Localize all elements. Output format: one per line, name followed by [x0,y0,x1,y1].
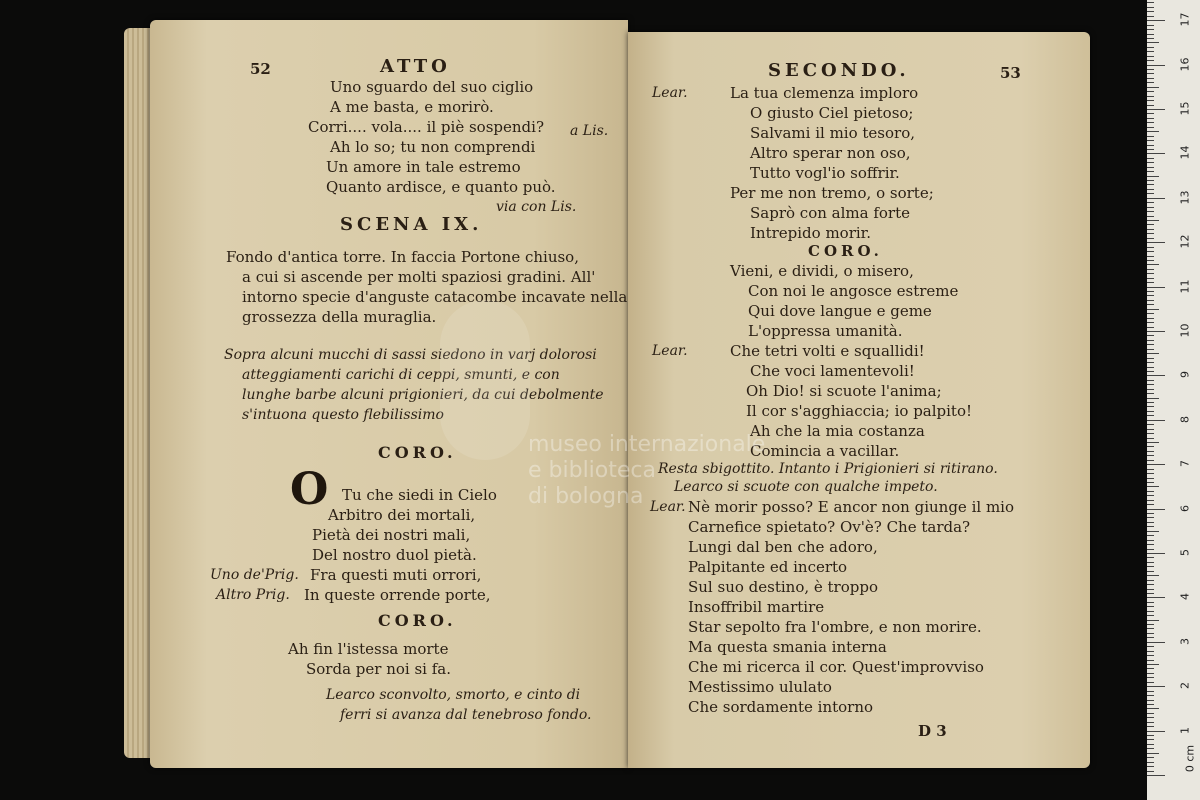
ruler-tick [1147,105,1154,106]
ruler-tick [1147,478,1154,479]
ruler-tick [1147,309,1159,310]
ruler-number: 9 [1178,371,1192,379]
speaker-label: Altro Prig. [216,587,290,603]
verse-line: Ah fin l'istessa morte [288,640,449,658]
ruler-tick [1147,60,1154,61]
ruler-tick [1147,238,1154,239]
ruler-tick [1147,469,1154,470]
coro-heading: CORO. [378,611,457,630]
ruler-tick [1147,282,1154,283]
ruler-tick [1147,11,1154,12]
ruler-tick [1147,575,1159,576]
exit-note: via con Lis. [496,199,577,215]
ruler-tick [1147,544,1154,545]
ruler-tick [1147,358,1154,359]
ruler-tick [1147,149,1154,150]
italic-direction-line: lunghe barbe alcuni prigionieri, da cui debolmente [242,387,604,403]
ruler-tick [1147,597,1165,598]
ruler-tick [1147,633,1154,634]
ruler-tick [1147,686,1165,687]
verse-line: Ma questa smania interna [688,638,887,656]
ruler-tick [1147,300,1154,301]
ruler-tick [1147,757,1154,758]
ruler-tick [1147,677,1154,678]
ruler-tick [1147,220,1159,221]
ruler-tick [1147,566,1154,567]
verse-line: Fra questi muti orrori, [310,566,482,584]
ruler-tick [1147,748,1154,749]
ruler-tick [1147,313,1154,314]
verse-line: Saprò con alma forte [750,204,910,222]
ruler-tick [1147,753,1159,754]
ruler-tick [1147,269,1154,270]
ruler-tick [1147,2,1154,3]
verse-line: Qui dove langue e geme [748,302,932,320]
ruler-tick [1147,762,1154,763]
ruler-tick [1147,486,1159,487]
ruler-tick [1147,682,1154,683]
ruler-tick [1147,233,1154,234]
ruler-tick [1147,242,1165,243]
aside-note: a Lis. [570,123,609,139]
measurement-ruler [1147,0,1200,800]
ruler-tick [1147,766,1154,767]
italic-direction-line: Sopra alcuni mucchi di sassi siedono in varj dolorosi [224,347,597,363]
italic-direction-line: s'intuona questo flebilissimo [242,407,444,423]
ruler-tick [1147,340,1154,341]
verse-line: A me basta, e morirò. [330,98,494,116]
ruler-tick [1147,429,1154,430]
right-page-header: SECONDO. [768,60,910,81]
ruler-number: 14 [1178,145,1192,160]
verse-line: Intrepido morir. [750,224,871,242]
scene-title: SCENA IX. [340,214,483,235]
ruler-tick [1147,517,1154,518]
ruler-tick [1147,557,1154,558]
ruler-tick [1147,78,1154,79]
ruler-tick [1147,122,1154,123]
verse-line: Insoffribil martire [688,598,825,616]
ruler-number: 6 [1178,504,1192,512]
ruler-tick [1147,398,1159,399]
ruler-tick [1147,198,1165,199]
ruler-tick [1147,535,1154,536]
right-page [628,32,1090,768]
ruler-tick [1147,704,1154,705]
verse-line: Pietà dei nostri mali, [312,526,471,544]
verse-line: O giusto Ciel pietoso; [750,104,914,122]
ruler-tick [1147,344,1154,345]
verse-line: Altro sperar non oso, [750,144,911,162]
speaker-label: Lear. [652,85,688,101]
ruler-tick [1147,140,1154,141]
ruler-tick [1147,482,1154,483]
verse-line: Del nostro duol pietà. [312,546,477,564]
ruler-tick [1147,207,1154,208]
verse-line: Sorda per noi si fa. [306,660,451,678]
ruler-tick [1147,145,1154,146]
ruler-tick [1147,562,1154,563]
ruler-tick [1147,349,1154,350]
ruler-tick [1147,384,1154,385]
ruler-tick [1147,273,1154,274]
ruler-tick [1147,34,1154,35]
ruler-tick [1147,606,1154,607]
ruler-tick [1147,127,1154,128]
ruler-tick [1147,549,1154,550]
ruler-tick [1147,16,1154,17]
ruler-number: 10 [1178,323,1192,338]
ruler-number: 4 [1178,593,1192,601]
ruler-tick [1147,158,1154,159]
ruler-tick [1147,362,1154,363]
verse-line: Salvami il mio tesoro, [750,124,916,142]
ruler-tick [1147,495,1154,496]
ruler-tick [1147,589,1154,590]
final-direction-line: ferri si avanza dal tenebroso fondo. [340,707,592,723]
ruler-tick [1147,202,1154,203]
ruler-number: 11 [1178,279,1192,294]
ruler-tick [1147,500,1154,501]
ruler-tick [1147,25,1154,26]
ruler-tick [1147,229,1154,230]
ruler-tick [1147,424,1154,425]
ruler-tick [1147,540,1154,541]
ruler-tick [1147,335,1154,336]
watermark-logo [440,300,530,460]
ruler-tick [1147,162,1154,163]
right-page-number: 53 [1000,64,1021,82]
ruler-tick [1147,380,1154,381]
verse-line: Uno sguardo del suo ciglio [330,78,534,96]
coro-heading: CORO. [378,443,457,462]
ruler-tick [1147,553,1165,554]
ruler-tick [1147,87,1159,88]
direction-line: Resta sbigottito. Intanto i Prigionieri si ritirano. [658,461,998,477]
coro-heading: CORO. [808,242,883,260]
direction-line: Learco si scuote con qualche impeto. [674,479,938,495]
stage-direction-line: intorno specie d'anguste catacombe incavate nella [242,288,628,306]
verse-line: Quanto ardisce, e quanto può. [326,178,556,196]
verse-line: Carnefice spietato? Ov'è? Che tarda? [688,518,971,536]
ruler-number: 3 [1178,637,1192,645]
ruler-tick [1147,464,1165,465]
ruler-tick [1147,473,1154,474]
ruler-tick [1147,504,1154,505]
ruler-tick [1147,47,1154,48]
verse-line: Vieni, e dividi, o misero, [730,262,914,280]
ruler-tick [1147,109,1165,110]
ruler-tick [1147,691,1154,692]
ruler-tick [1147,29,1154,30]
ruler-tick [1147,167,1154,168]
ruler-tick [1147,655,1154,656]
ruler-tick [1147,189,1154,190]
ruler-tick [1147,446,1154,447]
speaker-label: Uno de'Prig. [210,567,299,583]
ruler-tick [1147,180,1154,181]
ruler-tick [1147,531,1159,532]
ruler-tick [1147,20,1165,21]
verse-line: Per me non tremo, o sorte; [730,184,934,202]
ruler-tick [1147,406,1154,407]
ruler-tick [1147,620,1159,621]
verse-line: Lungi dal ben che adoro, [688,538,878,556]
stage-direction-line: grossezza della muraglia. [242,308,437,326]
ruler-tick [1147,367,1154,368]
verse-line: In queste orrende porte, [304,586,491,604]
ruler-tick [1147,611,1154,612]
ruler-tick [1147,184,1154,185]
ruler-number: 8 [1178,415,1192,423]
stage-direction-line: a cui si ascende per molti spaziosi gradini. All' [242,268,596,286]
left-page-header: ATTO [380,56,451,77]
ruler-tick [1147,113,1154,114]
ruler-tick [1147,295,1154,296]
ruler-tick [1147,38,1154,39]
ruler-tick [1147,131,1159,132]
ruler-tick [1147,318,1154,319]
ruler-tick [1147,571,1154,572]
verse-line: Comincia a vacillar. [750,442,900,460]
ruler-tick [1147,371,1154,372]
ruler-tick [1147,668,1154,669]
ruler-tick [1147,660,1154,661]
ruler-tick [1147,402,1154,403]
ruler-number: 5 [1178,549,1192,556]
ruler-tick [1147,513,1154,514]
ruler-tick [1147,673,1154,674]
verse-line: L'oppressa umanità. [748,322,903,340]
ruler-tick [1147,153,1165,154]
verse-line: Nè morir posso? E ancor non giunge il mio [688,498,1014,516]
ruler-tick [1147,771,1154,772]
verse-line: Tu che siedi in Cielo [342,486,497,504]
verse-line: Che voci lamentevoli! [750,362,915,380]
ruler-tick [1147,628,1154,629]
verse-line: Ah lo so; tu non comprendi [330,138,536,156]
ruler-tick [1147,717,1154,718]
ruler-tick [1147,731,1165,732]
ruler-tick [1147,256,1154,257]
verse-line: Star sepolto fra l'ombre, e non morire. [688,618,982,636]
ruler-tick [1147,304,1154,305]
ruler-tick [1147,291,1154,292]
ruler-tick [1147,651,1154,652]
ruler-unit-label: 0 cm [1183,744,1197,773]
ruler-number: 13 [1178,190,1192,205]
verse-line: Palpitante ed incerto [688,558,848,576]
verse-line: La tua clemenza imploro [730,84,919,102]
ruler-tick [1147,278,1154,279]
ruler-number: 17 [1178,12,1192,27]
ruler-tick [1147,433,1154,434]
ruler-tick [1147,136,1154,137]
verse-line: Che sordamente intorno [688,698,874,716]
ruler-tick [1147,526,1154,527]
ruler-tick [1147,251,1154,252]
ruler-tick [1147,695,1154,696]
ruler-number: 2 [1178,682,1192,690]
verse-line: Arbitro dei mortali, [328,506,476,524]
ruler-tick [1147,353,1159,354]
ruler-tick [1147,415,1154,416]
verse-line: Tutto vogl'io soffrir. [750,164,900,182]
ruler-tick [1147,73,1154,74]
speaker-label: Lear. [652,343,688,359]
italic-direction-line: atteggiamenti carichi di ceppi, smunti, e con [242,367,560,383]
ruler-tick [1147,91,1154,92]
ruler-tick [1147,375,1165,376]
ruler-tick [1147,118,1154,119]
verse-line: Un amore in tale estremo [326,158,521,176]
ruler-tick [1147,615,1154,616]
ruler-tick [1147,171,1154,172]
ruler-tick [1147,327,1154,328]
drop-cap: O [290,464,329,515]
verse-line: Che tetri volti e squallidi! [730,342,925,360]
verse-line: Mestissimo ululato [688,678,832,696]
signature-mark: D 3 [918,722,947,740]
ruler-tick [1147,584,1154,585]
ruler-tick [1147,491,1154,492]
ruler-tick [1147,637,1154,638]
ruler-tick [1147,322,1154,323]
verse-line: Con noi le angosce estreme [748,282,959,300]
ruler-tick [1147,65,1165,66]
ruler-tick [1147,56,1154,57]
ruler-tick [1147,82,1154,83]
ruler-tick [1147,509,1165,510]
ruler-tick [1147,264,1159,265]
watermark-text [528,432,765,510]
ruler-tick [1147,331,1165,332]
final-direction-line: Learco sconvolto, smorto, e cinto di [326,687,581,703]
left-page [150,20,628,768]
ruler-tick [1147,739,1154,740]
ruler-tick [1147,7,1154,8]
ruler-number: 12 [1178,234,1192,249]
ruler-tick [1147,451,1154,452]
ruler-tick [1147,522,1154,523]
speaker-label: Lear. [650,499,686,515]
verse-line: Corri.... vola.... il piè sospendi? [308,118,544,136]
ruler-tick [1147,260,1154,261]
verse-line: Sul suo destino, è troppo [688,578,878,596]
ruler-tick [1147,42,1159,43]
ruler-tick [1147,700,1154,701]
ruler-tick [1147,247,1154,248]
ruler-tick [1147,708,1159,709]
ruler-tick [1147,393,1154,394]
watermark-line: museo internazionale [528,432,766,457]
ruler-tick [1147,100,1154,101]
ruler-tick [1147,642,1165,643]
ruler-tick [1147,442,1159,443]
ruler-tick [1147,713,1154,714]
ruler-tick [1147,420,1165,421]
verse-line: Oh Dio! si scuote l'anima; [746,382,942,400]
ruler-tick [1147,726,1154,727]
ruler-tick [1147,602,1154,603]
ruler-number: 1 [1178,726,1192,734]
ruler-tick [1147,193,1154,194]
ruler-number: 7 [1178,460,1192,468]
ruler-tick [1147,96,1154,97]
verse-line: Ah che la mia costanza [750,422,925,440]
ruler-tick [1147,51,1154,52]
ruler-tick [1147,389,1154,390]
ruler-number: 15 [1178,101,1192,116]
ruler-tick [1147,460,1154,461]
verse-line: Il cor s'agghiaccia; io palpito! [746,402,973,420]
ruler-tick [1147,216,1154,217]
ruler-tick [1147,664,1159,665]
ruler-tick [1147,287,1165,288]
ruler-tick [1147,211,1154,212]
ruler-tick [1147,624,1154,625]
ruler-number: 16 [1178,57,1192,72]
ruler-tick [1147,455,1154,456]
stage-direction-line: Fondo d'antica torre. In faccia Portone chiuso, [226,248,579,266]
verse-line: Che mi ricerca il cor. Quest'improvviso [688,658,984,676]
ruler-tick [1147,411,1154,412]
ruler-tick [1147,224,1154,225]
ruler-tick [1147,744,1154,745]
ruler-tick [1147,580,1154,581]
left-page-number: 52 [250,60,271,78]
ruler-tick [1147,176,1159,177]
ruler-tick [1147,646,1154,647]
ruler-tick [1147,593,1154,594]
watermark-line: e biblioteca [528,458,656,483]
ruler-tick [1147,69,1154,70]
ruler-tick [1147,735,1154,736]
ruler-tick [1147,775,1165,776]
ruler-tick [1147,722,1154,723]
ruler-tick [1147,438,1154,439]
watermark-line: di bologna [528,484,644,509]
